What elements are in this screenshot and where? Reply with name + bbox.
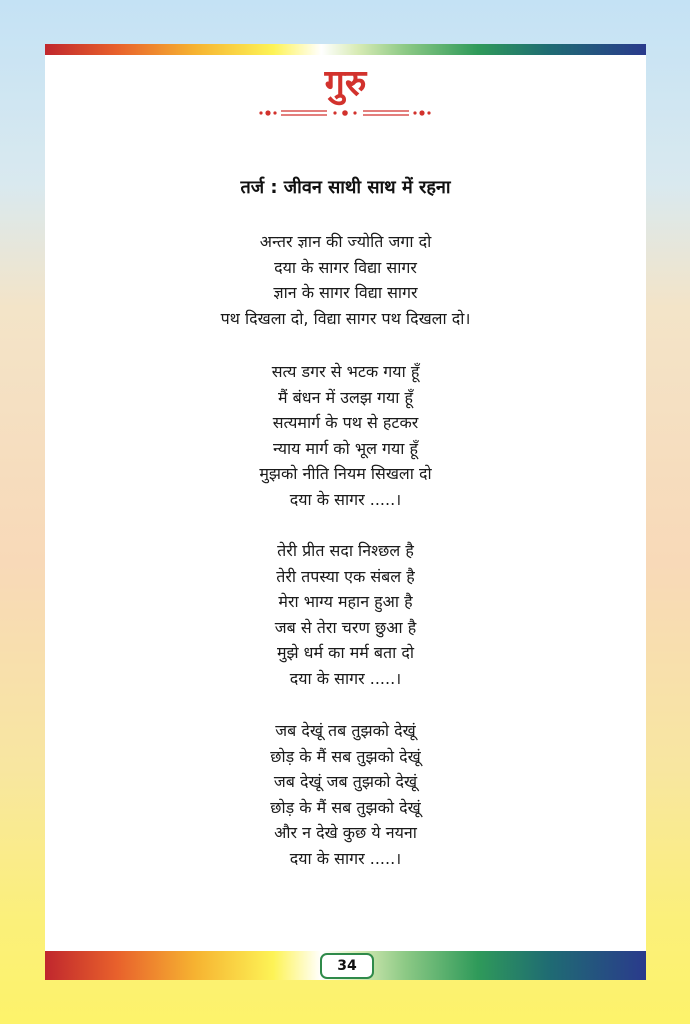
verse-line: सत्य डगर से भटक गया हूँ [271,362,420,381]
verse-line: मुझको नीति नियम सिखला दो [259,464,432,484]
tune-subtitle: तर्ज : जीवन साथी साथ में रहना [240,177,451,198]
stanza-4 [45,718,646,872]
page [45,44,646,980]
verse-line: तेरी प्रीत सदा निश्छल है [277,541,414,560]
verse-line: छोड़ के मैं सब तुझको देखूं [270,797,421,817]
verse-line: जब देखूं जब तुझको देखूं [273,772,418,792]
verse-line: और न देखे कुछ ये नयना [274,823,417,843]
verse-line: मेरा भाग्य महान हुआ है [278,592,413,612]
top-color-band [45,44,646,55]
verse-line: पथ दिखला दो, विद्या सागर पथ दिखला दो। [220,308,471,328]
title-ornament-icon [255,106,435,120]
verse-line: छोड़ के मैं सब तुझको देखूं [270,746,421,766]
verse-line: दया के सागर विद्या सागर [274,257,417,277]
verse-line: जब से तेरा चरण छुआ है [274,617,417,637]
stanza-1 [45,229,646,331]
verse-line: तेरी तपस्या एक संबल है [276,566,415,586]
verse-line: न्याय मार्ग को भूल गया हूँ [272,438,419,458]
verse-line: मैं बंधन में उलझ गया हूँ [277,387,414,407]
verse-line: सत्यमार्ग के पथ से हटकर [272,413,419,433]
page-number: 34 [320,953,374,979]
verse-line: अन्तर ज्ञान की ज्योति जगा दो [259,232,432,251]
stanza-3 [45,538,646,692]
verse-line: दया के सागर .....। [289,668,402,688]
verse-line: ज्ञान के सागर विद्या सागर [273,283,418,303]
verse-line: मुझे धर्म का मर्म बता दो [276,643,415,663]
stanza-2 [45,359,646,513]
verse-line: दया के सागर .....। [289,848,402,868]
page-title: गुरु [324,63,367,104]
verse-line: दया के सागर .....। [289,489,402,509]
verse-line: जब देखूं तब तुझको देखूं [275,721,416,740]
